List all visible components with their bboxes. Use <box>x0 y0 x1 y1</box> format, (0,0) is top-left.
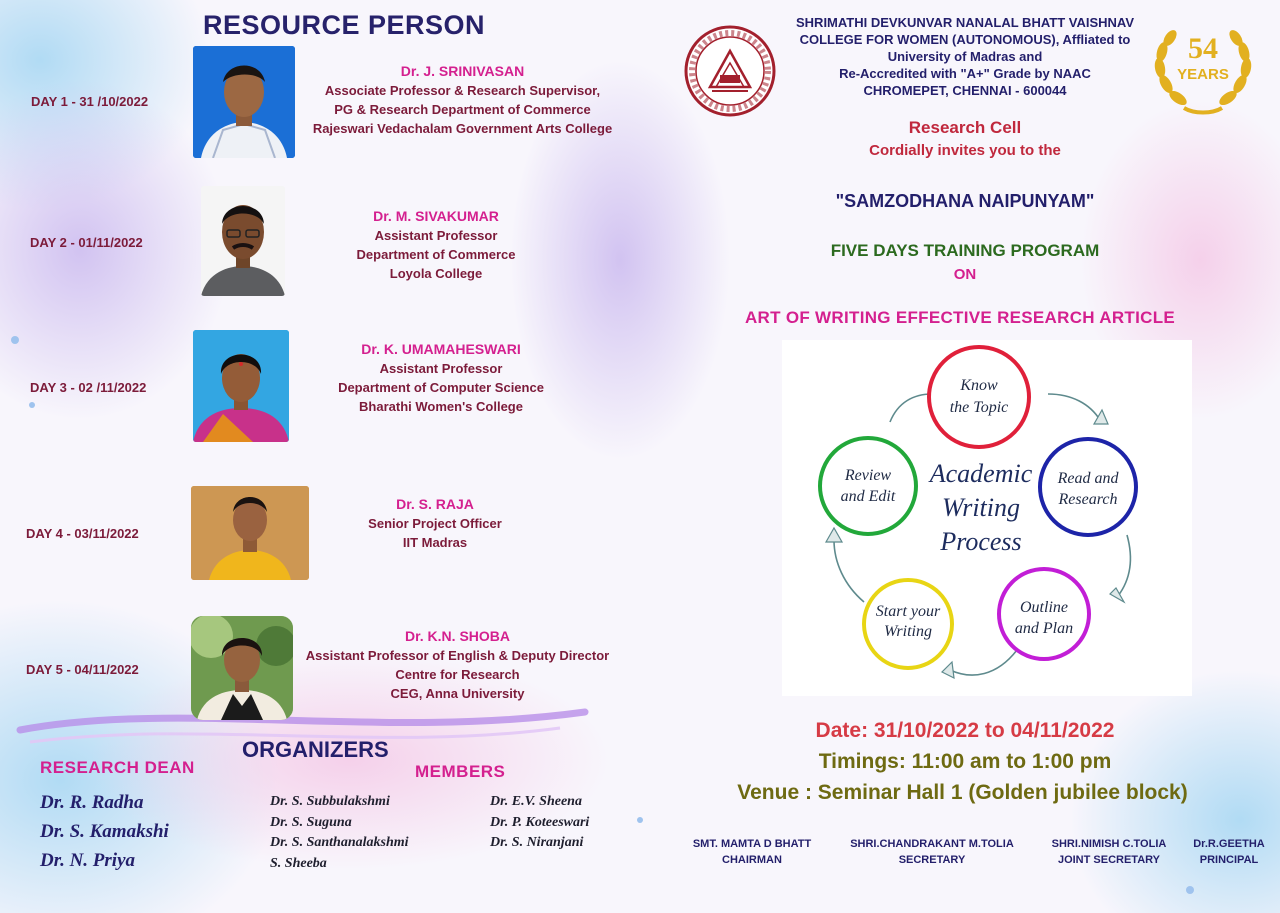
speaker-4-line-1: Senior Project Officer <box>368 516 502 531</box>
research-dean-2: Dr. S. Kamakshi <box>40 821 169 842</box>
speaker-4-details <box>340 495 530 552</box>
college-line-5: CHROMEPET, CHENNAI - 600044 <box>863 83 1067 98</box>
event-venue: Venue : Seminar Hall 1 (Golden jubilee block) <box>737 781 1188 804</box>
center-line-3: Process <box>940 527 1022 556</box>
step-review-line-2: and Edit <box>840 488 896 505</box>
anniversary-badge <box>1148 22 1258 122</box>
step-know-circle <box>929 347 1029 447</box>
signatory-chairman <box>672 836 832 868</box>
day-3-label: DAY 3 - 02 /11/2022 <box>30 380 147 395</box>
speaker-1-details <box>290 62 635 138</box>
signatory-3-name: SHRI.NIMISH C.TOLIA <box>1051 838 1167 850</box>
speaker-1-photo <box>193 46 295 158</box>
member-5: Dr. E.V. Sheena <box>490 794 582 809</box>
member-3: Dr. S. Santhanalakshmi <box>270 835 409 850</box>
day-2-label: DAY 2 - 01/11/2022 <box>30 235 143 250</box>
speaker-3-name: Dr. K. UMAMAHESWARI <box>361 341 521 357</box>
signatory-2-role: SECRETARY <box>898 854 966 866</box>
signatory-joint-secretary <box>1034 836 1184 868</box>
speaker-3-details <box>316 340 566 416</box>
on-label: ON <box>953 266 977 283</box>
speaker-5-line-1: Assistant Professor of English & Deputy Director <box>305 648 610 663</box>
college-info <box>750 14 1180 99</box>
speaker-4-photo <box>191 486 309 580</box>
speaker-3-line-1: Assistant Professor <box>379 361 503 376</box>
program-name: "SAMZODHANA NAIPUNYAM" <box>835 191 1095 211</box>
program-type: FIVE DAYS TRAINING PROGRAM <box>830 241 1100 260</box>
speaker-3-line-3: Bharathi Women's College <box>359 399 523 414</box>
speaker-1-name: Dr. J. SRINIVASAN <box>400 63 525 79</box>
research-dean-1: Dr. R. Radha <box>40 792 144 813</box>
speaker-1-line-1: Associate Professor & Research Supervisor, <box>324 83 601 98</box>
step-know-line-1: Know <box>960 377 998 394</box>
signatory-2-name: SHRI.CHANDRAKANT M.TOLIA <box>850 838 1014 850</box>
invite-text: Cordially invites you to the <box>869 142 1061 159</box>
member-7: Dr. S. Niranjani <box>490 835 584 850</box>
step-review-circle <box>820 438 916 534</box>
speaker-5-details <box>290 627 625 703</box>
writing-process-diagram <box>782 340 1192 696</box>
step-start-line-2: Writing <box>883 623 933 640</box>
speaker-4-name: Dr. S. RAJA <box>396 496 474 512</box>
college-line-4: Re-Accredited with "A+" Grade by NAAC <box>839 66 1091 81</box>
speaker-3-photo <box>193 330 289 442</box>
research-dean-3: Dr. N. Priya <box>40 850 135 871</box>
resource-person-title: RESOURCE PERSON <box>203 10 486 40</box>
signatory-1-name: SMT. MAMTA D BHATT <box>692 838 812 850</box>
signatory-secretary <box>832 836 1032 868</box>
center-line-2: Writing <box>941 493 1021 522</box>
speaker-2-line-2: Department of Commerce <box>356 247 516 262</box>
college-line-3: University of Madras and <box>887 49 1043 64</box>
speaker-2-line-3: Loyola College <box>389 266 483 281</box>
step-review-line-1: Review <box>844 467 892 484</box>
speaker-5-photo <box>191 616 293 720</box>
speaker-2-line-1: Assistant Professor <box>374 228 498 243</box>
research-cell-label: Research Cell <box>908 118 1022 137</box>
signatory-1-role: CHAIRMAN <box>722 854 782 866</box>
step-read-line-1: Read and <box>1057 470 1119 487</box>
event-timings: Timings: 11:00 am to 1:00 pm <box>818 750 1112 773</box>
speaker-5-line-2: Centre for Research <box>395 667 520 682</box>
speaker-1-line-2: PG & Research Department of Commerce <box>334 102 591 117</box>
members-column-2 <box>490 792 589 854</box>
speaker-2-photo <box>201 186 285 296</box>
center-line-1: Academic <box>929 459 1033 488</box>
speaker-2-name: Dr. M. SIVAKUMAR <box>373 208 499 224</box>
members-title: MEMBERS <box>415 762 506 781</box>
signatory-3-role: JOINT SECRETARY <box>1057 854 1161 866</box>
step-outline-line-2: and Plan <box>1014 620 1074 637</box>
step-know-line-2: the Topic <box>949 399 1009 416</box>
college-line-2: COLLEGE FOR WOMEN (AUTONOMOUS), Affliated to <box>799 32 1131 47</box>
member-6: Dr. P. Koteeswari <box>490 814 590 830</box>
anniversary-word: YEARS <box>1177 66 1229 83</box>
signatory-4-role: PRINCIPAL <box>1199 854 1259 866</box>
speaker-4-line-2: IIT Madras <box>402 535 468 550</box>
member-2: Dr. S. Suguna <box>270 814 352 830</box>
event-date: Date: 31/10/2022 to 04/11/2022 <box>815 719 1115 742</box>
day-5-label: DAY 5 - 04/11/2022 <box>26 662 139 677</box>
members-column-1 <box>270 792 409 874</box>
organizers-title: ORGANIZERS <box>242 737 389 762</box>
research-dean-title: RESEARCH DEAN <box>40 758 195 777</box>
speaker-5-line-3: CEG, Anna University <box>390 686 525 701</box>
step-read-circle <box>1040 439 1136 535</box>
step-start-line-1: Start your <box>875 603 941 620</box>
signatory-4-name: Dr.R.GEETHA <box>1193 838 1265 850</box>
anniversary-number: 54 <box>1188 32 1218 65</box>
step-read-line-2: Research <box>1058 491 1118 508</box>
speaker-5-name: Dr. K.N. SHOBA <box>404 628 510 644</box>
college-line-1: SHRIMATHI DEVKUNVAR NANALAL BHATT VAISHNAV <box>796 15 1134 30</box>
speaker-1-line-3: Rajeswari Vedachalam Government Arts College <box>312 121 613 136</box>
day-1-label: DAY 1 - 31 /10/2022 <box>31 94 149 109</box>
member-4: S. Sheeba <box>270 855 327 871</box>
speaker-2-details <box>320 207 552 283</box>
member-1: Dr. S. Subbulakshmi <box>270 794 390 809</box>
day-4-label: DAY 4 - 03/11/2022 <box>26 526 139 541</box>
research-dean-list <box>40 788 169 875</box>
step-outline-line-1: Outline <box>1020 599 1068 616</box>
speaker-3-line-2: Department of Computer Science <box>338 380 544 395</box>
signatory-principal <box>1184 836 1274 868</box>
topic-title: ART OF WRITING EFFECTIVE RESEARCH ARTICLE <box>744 308 1176 327</box>
